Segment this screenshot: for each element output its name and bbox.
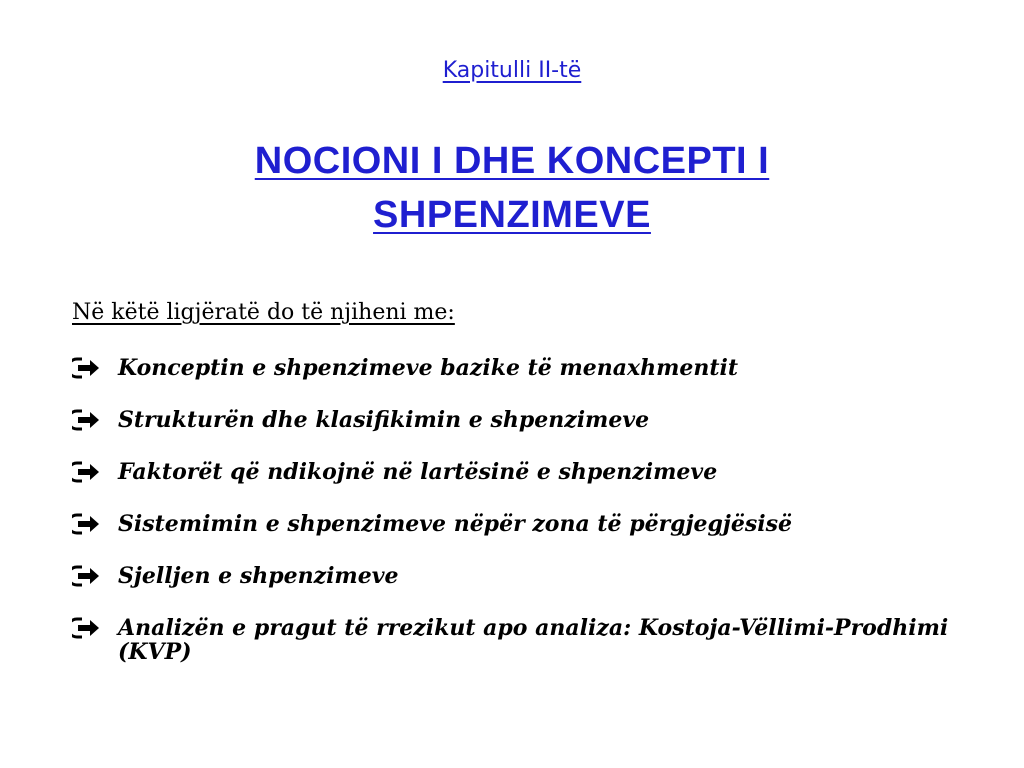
bullet-list [72, 350, 972, 680]
list-item [72, 350, 972, 386]
intro-text: Në këtë ligjëratë do të njiheni me: [72, 300, 455, 325]
list-item [72, 402, 972, 438]
bullet-text: Sjelljen e shpenzimeve [118, 563, 399, 589]
right-arrow-icon [72, 610, 118, 646]
list-item [72, 558, 972, 594]
slide-heading: NOCIONI I DHE KONCEPTI I SHPENZIMEVE [254, 140, 770, 236]
right-arrow-icon [72, 558, 118, 594]
list-item [72, 610, 972, 664]
bullet-text: Konceptin e shpenzimeve bazike të menaxhmentit [118, 355, 739, 381]
bullet-text: Strukturën dhe klasifikimin e shpenzimeve [118, 407, 650, 433]
bullet-text: Faktorët që ndikojnë në lartësinë e shpenzimeve [118, 459, 718, 485]
right-arrow-icon [72, 454, 118, 490]
chapter-title: Kapitulli II-të [442, 58, 582, 83]
right-arrow-icon [72, 402, 118, 438]
bullet-text: Sistemimin e shpenzimeve nëpër zona të përgjegjësisë [118, 511, 792, 537]
list-item [72, 506, 972, 542]
right-arrow-icon [72, 350, 118, 386]
right-arrow-icon [72, 506, 118, 542]
bullet-text: Analizën e pragut të rrezikut apo analiza: Kostoja-Vëllimi-Prodhimi (KVP) [118, 615, 949, 665]
list-item [72, 454, 972, 490]
